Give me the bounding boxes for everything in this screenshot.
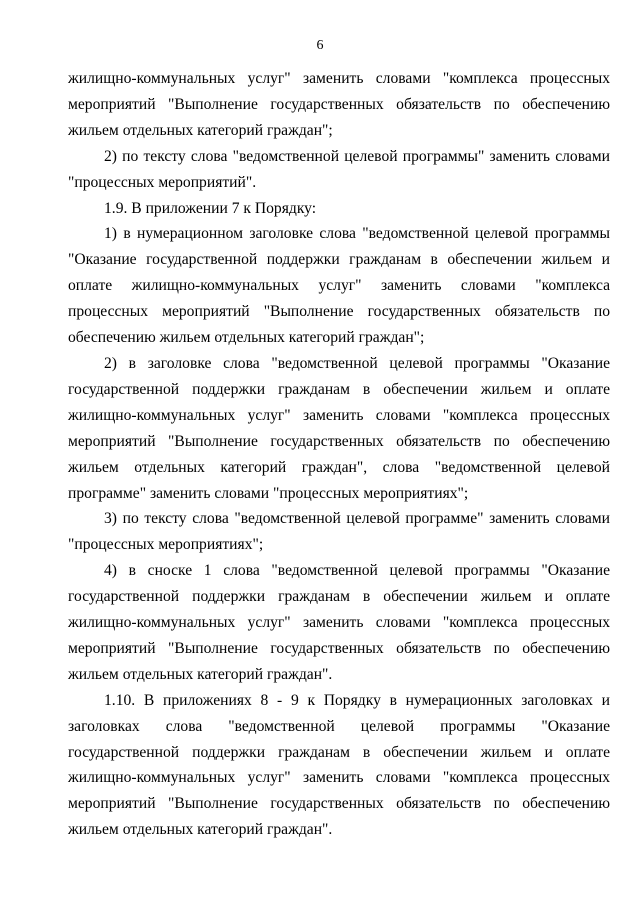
paragraph: 4) в сноске 1 слова "ведомственной целевой программы "Оказание государственной поддержки гражданам в обеспечении жильем и оплате жилищно-коммунальных услуг" заменить словами "комплекса процессных мероприятий "Выполнение государственных обязательств по обеспечению жильем отдельных категорий граждан".: [68, 562, 610, 683]
paragraph: 1) в нумерационном заголовке слова "ведомственной целевой программы "Оказание государственной поддержки гражданам в обеспечении жильем и оплате жилищно-коммунальных услуг" заменить словами "комплекса процессных мероприятий "Выполнение государственных обязательств по обеспечению жильем отдельных категорий граждан";: [68, 225, 610, 347]
document-body: [68, 66, 610, 843]
paragraph: 3) по тексту слова "ведомственной целевой программе" заменить словами "процессных мероприятиях";: [68, 510, 610, 554]
paragraph: жилищно-коммунальных услуг" заменить словами "комплекса процессных мероприятий "Выполнение государственных обязательств по обеспечению жильем отдельных категорий граждан";: [68, 70, 610, 139]
paragraph: 2) в заголовке слова "ведомственной целевой программы "Оказание государственной поддержки гражданам в обеспечении жильем и оплате жилищно-коммунальных услуг" заменить словами "комплекса процессных мероприятий "Выполнение государственных обязательств по обеспечению жильем отдельных категорий граждан", слова "ведомственной целевой программе" заменить словами "процессных мероприятиях";: [68, 354, 610, 502]
paragraph: 1.10. В приложениях 8 - 9 к Порядку в нумерационных заголовках и заголовках слова "ведомственной целевой программы "Оказание государственной поддержки гражданам в обеспечении жильем и оплате жилищно-коммунальных услуг" заменить словами "комплекса процессных мероприятий "Выполнение государственных обязательств по обеспечению жильем отдельных категорий граждан".: [68, 691, 610, 839]
paragraph: 1.9. В приложении 7 к Порядку:: [104, 199, 317, 217]
page-number: 6: [316, 38, 324, 53]
paragraph: 2) по тексту слова "ведомственной целевой программы" заменить словами "процессных мероприятий".: [68, 147, 610, 191]
